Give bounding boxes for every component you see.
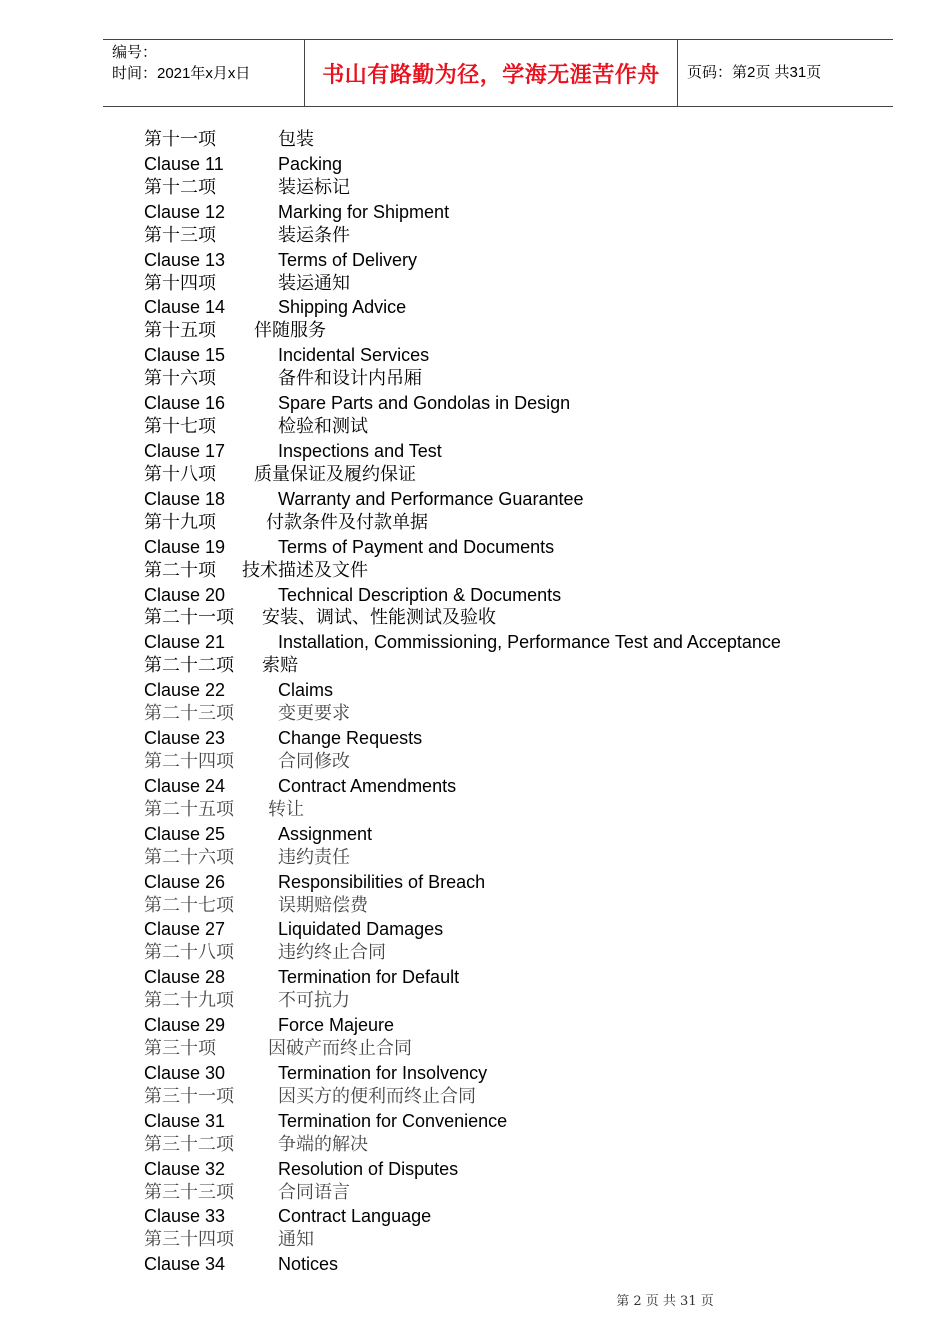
toc-en-title: Responsibilities of Breach: [278, 871, 486, 892]
toc-en-number: Clause 30: [144, 1062, 226, 1083]
toc-zh-number: 第二十四项: [144, 750, 234, 772]
header-motto: 书山有路勤为径，学海无涯苦作舟: [322, 61, 660, 87]
toc-zh-title: 装运标记: [278, 176, 350, 198]
toc-zh-title: 包装: [278, 129, 314, 150]
toc-zh-number: 第三十一项: [144, 1085, 234, 1107]
toc-zh-number: 第三十项: [144, 1038, 216, 1060]
toc-en-title: Terms of Delivery: [278, 249, 418, 270]
serial-label: 编号：: [112, 44, 158, 61]
toc-zh-number: 第十八项: [144, 463, 216, 485]
toc-zh-number: 第十一项: [144, 129, 216, 150]
toc-en-number: Clause 14: [144, 297, 226, 318]
toc-zh-title: 违约责任: [278, 846, 350, 868]
toc-zh-number: 第十三项: [144, 224, 216, 246]
toc-en-title: Termination for Convenience: [278, 1110, 508, 1131]
toc-en-number: Clause 26: [144, 871, 226, 892]
header-meta: [112, 42, 250, 84]
header-divider-right: [677, 39, 678, 107]
toc-en-number: Clause 16: [144, 393, 226, 414]
toc-zh-title: 违约终止合同: [278, 942, 386, 964]
toc-zh-number: 第二十八项: [144, 942, 234, 964]
toc-en-title: Force Majeure: [278, 1015, 395, 1036]
toc-zh-number: 第二十一项: [144, 607, 234, 629]
toc-zh-title: 误期赔偿费: [278, 894, 368, 916]
toc-en-title: Contract Language: [278, 1206, 432, 1227]
toc-en-number: Clause 13: [144, 249, 226, 270]
toc-en-number: Clause 18: [144, 488, 226, 509]
toc-zh-title: 通知: [278, 1229, 314, 1251]
toc-zh-title: 付款条件及付款单据: [266, 511, 428, 533]
toc-en-number: Clause 33: [144, 1206, 226, 1227]
toc-zh-title: 不可抗力: [278, 990, 350, 1012]
toc-en-title: Liquidated Damages: [278, 919, 444, 940]
toc-zh-title: 质量保证及履约保证: [254, 463, 416, 485]
toc-zh-number: 第十九项: [144, 511, 216, 533]
toc-en-number: Clause 15: [144, 345, 226, 366]
toc-en-number: Clause 25: [144, 823, 226, 844]
toc-zh-title: 检验和测试: [278, 416, 368, 438]
toc-zh-number: 第二十二项: [144, 655, 234, 677]
toc-zh-title: 备件和设计内吊厢: [278, 368, 422, 390]
toc-en-title: Incidental Services: [278, 345, 430, 366]
toc-en-title: Resolution of Disputes: [278, 1158, 459, 1179]
toc-zh-number: 第三十三项: [144, 1181, 234, 1203]
toc-zh-title: 变更要求: [278, 703, 350, 725]
toc-zh-number: 第三十二项: [144, 1133, 234, 1155]
toc-en-number: Clause 24: [144, 775, 226, 796]
toc-zh-number: 第十七项: [144, 416, 216, 438]
toc-zh-number: 第二十七项: [144, 894, 234, 916]
toc-en-number: Clause 32: [144, 1158, 226, 1179]
toc-en-title: Technical Description & Documents: [278, 584, 562, 605]
toc-en-number: Clause 11: [144, 153, 224, 174]
toc-en-title: Marking for Shipment: [278, 201, 450, 222]
toc-zh-number: 第十五项: [144, 320, 216, 342]
toc-zh-number: 第二十六项: [144, 846, 234, 868]
toc-en-number: Clause 21: [144, 632, 226, 653]
toc-zh-number: 第十四项: [144, 272, 216, 294]
toc-zh-title: 安装、调试、性能测试及验收: [262, 607, 496, 629]
toc-en-number: Clause 20: [144, 584, 226, 605]
toc-en-title: Terms of Payment and Documents: [278, 536, 555, 557]
toc-zh-title: 索赔: [262, 655, 298, 677]
toc-zh-title: 技术描述及文件: [242, 559, 368, 581]
toc-en-number: Clause 19: [144, 536, 226, 557]
toc-en-number: Clause 17: [144, 440, 226, 461]
toc-zh-number: 第二十项: [144, 559, 216, 581]
toc-en-title: Claims: [278, 680, 334, 701]
page-footer: 第 2 页 共 31 页: [616, 1294, 714, 1309]
toc-zh-number: 第二十五项: [144, 798, 234, 820]
toc-zh-number: 第二十九项: [144, 990, 234, 1012]
toc-zh-title: 伴随服务: [254, 320, 326, 342]
toc-zh-title: 合同语言: [278, 1181, 350, 1203]
toc-en-title: Inspections and Test: [278, 440, 442, 461]
header-page-label: 页码：第2页 共31页: [687, 64, 822, 81]
toc-en-number: Clause 22: [144, 680, 226, 701]
toc-en-number: Clause 27: [144, 919, 226, 940]
toc-en-number: Clause 12: [144, 201, 226, 222]
toc-en-number: Clause 29: [144, 1015, 226, 1036]
toc-en-title: Shipping Advice: [278, 297, 407, 318]
toc-zh-title: 合同修改: [278, 750, 350, 772]
time-label: 时间：2021年x月x日: [112, 65, 251, 82]
toc-en-title: Termination for Default: [278, 967, 460, 988]
toc-en-title: Termination for Insolvency: [278, 1062, 488, 1083]
toc-en-number: Clause 23: [144, 728, 226, 749]
toc-en-number: Clause 34: [144, 1254, 226, 1275]
toc-zh-number: 第二十三项: [144, 703, 234, 725]
toc-en-title: Spare Parts and Gondolas in Design: [278, 393, 571, 414]
toc-zh-title: 装运通知: [278, 272, 350, 294]
toc-en-title: Warranty and Performance Guarantee: [278, 488, 584, 509]
toc-en-number: Clause 31: [144, 1110, 226, 1131]
toc-zh-title: 装运条件: [278, 224, 350, 246]
toc-en-title: Assignment: [278, 823, 373, 844]
toc-en-number: Clause 28: [144, 967, 226, 988]
toc-zh-number: 第十六项: [144, 368, 216, 390]
toc-zh-title: 因买方的便利而终止合同: [278, 1085, 476, 1107]
toc-zh-title: 争端的解决: [278, 1133, 368, 1155]
toc-zh-title: 转让: [268, 798, 304, 820]
toc-en-title: Notices: [278, 1254, 339, 1275]
toc-en-title: Contract Amendments: [278, 775, 457, 796]
toc-en-title: Change Requests: [278, 728, 423, 749]
toc-zh-number: 第十二项: [144, 176, 216, 198]
toc-zh-title: 因破产而终止合同: [268, 1038, 412, 1060]
toc-en-title: Packing: [278, 153, 343, 174]
toc-en-title: Installation, Commissioning, Performance Test and Acceptance: [278, 632, 781, 653]
toc-zh-number: 第三十四项: [144, 1229, 234, 1251]
